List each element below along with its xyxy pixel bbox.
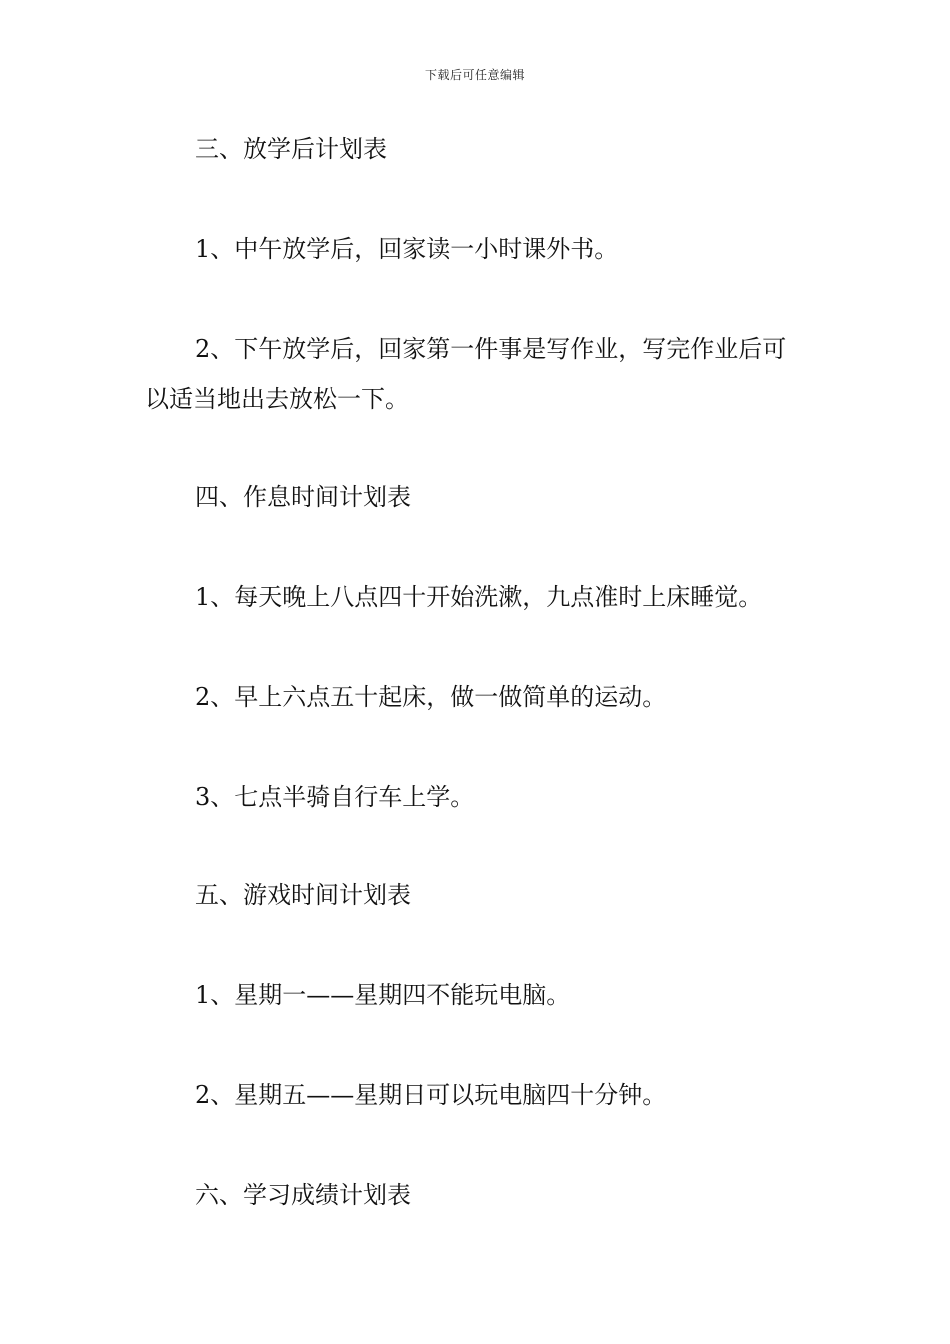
- list-item: 1、每天晚上八点四十开始洗漱，九点准时上床睡觉。: [195, 583, 763, 611]
- list-item: 1、星期一——星期四不能玩电脑。: [195, 981, 571, 1009]
- list-item: 2、下午放学后，回家第一件事是写作业，写完作业后可以适当地出去放松一下。: [145, 335, 787, 413]
- section-heading: 三、放学后计划表: [195, 135, 387, 163]
- list-item: 2、星期五——星期日可以玩电脑四十分钟。: [195, 1081, 667, 1109]
- list-item: 1、中午放学后，回家读一小时课外书。: [195, 235, 619, 263]
- page-header: 下载后可任意编辑: [424, 68, 525, 82]
- list-item: 2、早上六点五十起床，做一做简单的运动。: [195, 683, 667, 711]
- section-heading: 四、作息时间计划表: [195, 483, 411, 511]
- section-heading: 五、游戏时间计划表: [195, 881, 411, 909]
- section-heading: 六、学习成绩计划表: [195, 1181, 411, 1209]
- list-item: 3、七点半骑自行车上学。: [195, 783, 475, 811]
